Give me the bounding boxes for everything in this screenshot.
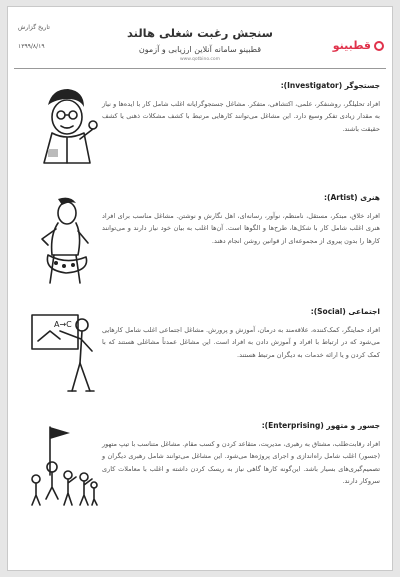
section-social (30, 307, 380, 407)
report-subtitle: قطبینو سامانه آنلاین ارزیابی و آزمون (138, 45, 262, 54)
painter-cartoon-icon (30, 195, 100, 285)
section-body: افراد حمایتگر، کمک‌کننده، علاقه‌مند به درمان، آموزش و پرورش. مشاغل اجتماعی اغلب شامل کارهایی می‌شود که در ارتباط با افراد و آموزش دادن به افراد است. این مشاغل عمدتاً مشاغلی هستند که با کمک کردن و یا ارائه خدمات به دیگران مرتبط هستند. (102, 326, 380, 359)
section-body: افراد خلاق، مبتکر، مستقل، نامنظم، نوآور، رسانه‌ای، اهل نگارش و نوشتن. مشاغل مناسب برای افراد هنری اغلب شامل کار با شکل‌ها، طرح‌ها و الگوها است. آن‌ها اغلب به بیان خود نیاز دارند و می‌توانند کارها را بدون پیروی از مجموعه‌ای از قوانین روشن انجام دهند. (102, 212, 380, 245)
report-page (7, 6, 393, 571)
section-heading: هنری (Artist): (324, 193, 380, 202)
section-investigator (30, 81, 380, 181)
section-body: افراد تحلیلگر، روشنفکر، علمی، اکتشافی، متفکر. مشاغل جستجوگرایانه اغلب شامل کار با ایده‌ها و نیاز به مقدار زیادی تفکر وسیع دارد. این مشاغل می‌توانند کارهایی مرتبط با کشف مشکلات ذهنی یا کشف حقیقت باشند. (102, 100, 380, 133)
report-title: سنجش رغبت شغلی هالند (127, 26, 273, 40)
investigator-cartoon-icon (30, 83, 100, 173)
site-url: www.qotbino.com (179, 57, 221, 62)
teacher-cartoon-icon (30, 309, 100, 399)
leader-flag-cartoon-icon (30, 423, 100, 513)
section-heading: اجتماعی (Social): (310, 307, 380, 316)
report-header (8, 7, 392, 67)
section-enterprising (30, 421, 380, 521)
brand-name: قطبینو (332, 39, 371, 52)
section-heading: جسور و متهور (Enterprising): (261, 421, 380, 430)
report-date-value: ۱۳۹۹/۸/۱۹ (18, 43, 45, 50)
section-artist (30, 193, 380, 293)
board-text: A→C (54, 320, 72, 329)
report-date-label: تاریخ گزارش (18, 24, 50, 31)
section-body: افراد رقابت‌طلب، مشتاق به رهبری، مدیریت، متقاعد کردن و کسب مقام. مشاغل متناسب با تیپ متهور (جسور) اغلب شامل راه‌اندازی و اجرای پروژه‌ها می‌شود. این مشاغل می‌توانند شامل رهبری دیگران و تصمیم‌گیری‌های بسیار باشد. این‌گونه کارها گاهی نیاز به ریسک کردن داشته و اغلب با معاملات کاری سروکار دارند. (102, 440, 380, 486)
section-heading: جستجوگر (Investigator): (280, 81, 380, 90)
header-divider (14, 68, 386, 69)
